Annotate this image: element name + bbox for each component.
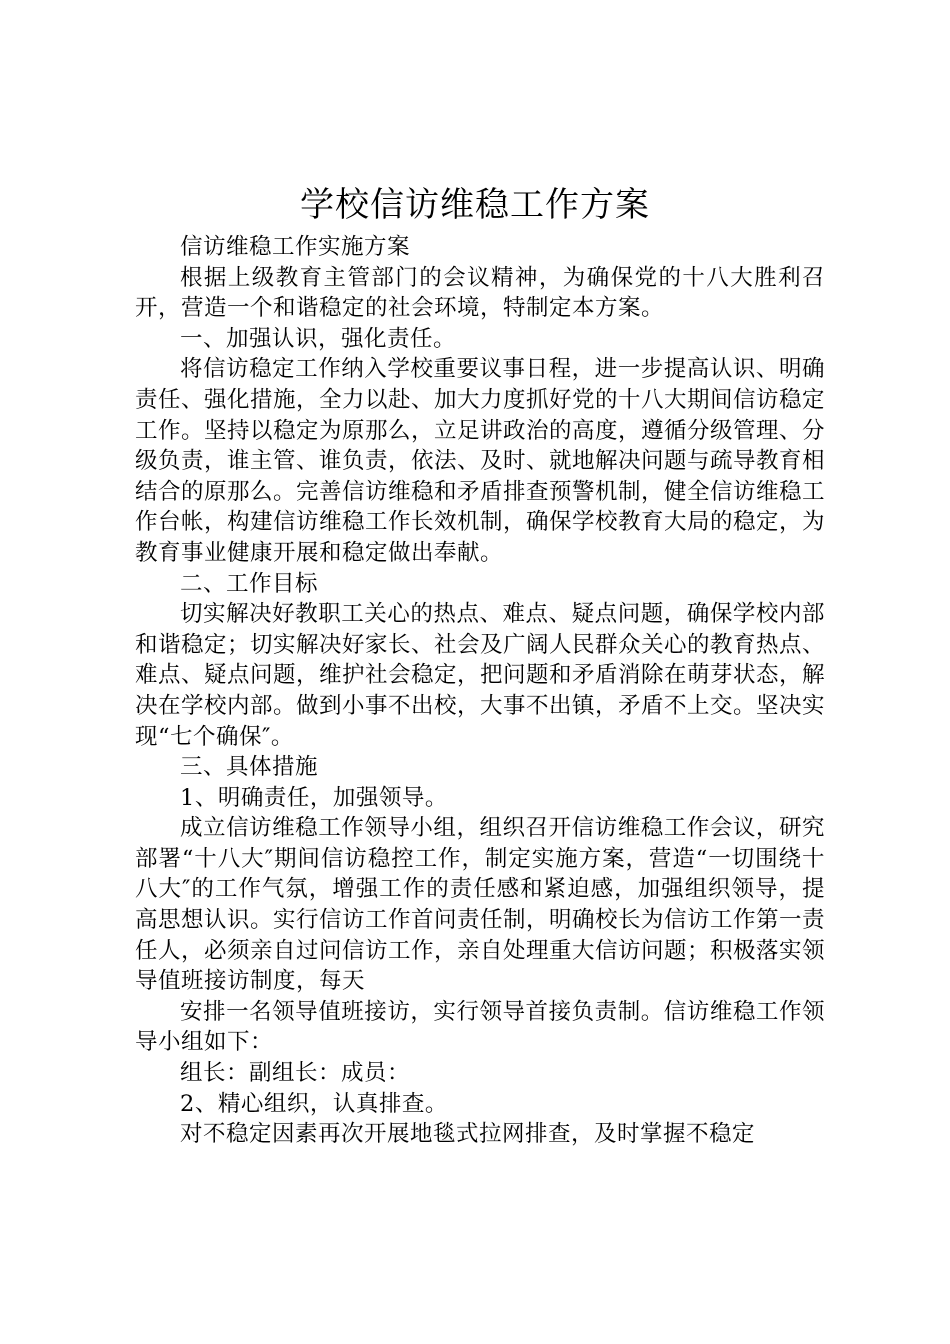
document-body bbox=[135, 232, 825, 1150]
subsection-heading-1: 1、明确责任，加强领导。 bbox=[180, 784, 448, 811]
paragraph-subsection-1: 成立信访维稳工作领导小组，组织召开信访维稳工作会议，研究部署“十八大″期间信访稳控工作，制定实施方案，营造“一切围绕十八大″的工作气氛，增强工作的责任感和紧迫感，加强组织领导，提高思想认识。实行信访工作首问责任制，明确校长为信访工作第一责任人，必须亲自过问信访工作，亲自处理重大信访问题；积极落实领导值班接访制度，每天 bbox=[135, 815, 826, 995]
section-heading-1: 一、加强认识，强化责任。 bbox=[180, 325, 457, 352]
paragraph-section-1: 将信访稳定工作纳入学校重要议事日程，进一步提高认识、明确责任、强化措施，全力以赴、加大力度抓好党的十八大期间信访稳定工作。坚持以稳定为原那么，立足讲政治的高度，遵循分级管理、分级负责，谁主管、谁负责，依法、及时、就地解决问题与疏导教育相结合的原那么。完善信访维稳和矛盾排查预警机制，健全信访维稳工作台帐，构建信访维稳工作长效机制，确保学校教育大局的稳定，为教育事业健康开展和稳定做出奉献。 bbox=[135, 356, 826, 566]
document-title: 学校信访维稳工作方案 bbox=[300, 185, 650, 225]
paragraph-subsection-1-cont: 安排一名领导值班接访，实行领导首接负责制。信访维稳工作领导小组如下： bbox=[135, 998, 825, 1056]
paragraph-subsection-2: 对不稳定因素再次开展地毯式拉网排查，及时掌握不稳定 bbox=[180, 1121, 756, 1148]
section-heading-3: 三、具体措施 bbox=[180, 754, 319, 781]
paragraph-section-2: 切实解决好教职工关心的热点、难点、疑点问题，确保学校内部和谐稳定；切实解决好家长、社会及广阔人民群众关心的教育热点、难点、疑点问题，维护社会稳定，把问题和矛盾消除在萌芽状态，解决在学校内部。做到小事不出校，大事不出镇，矛盾不上交。坚决实现“七个确保″。 bbox=[135, 601, 826, 750]
subsection-heading-2: 2、精心组织，认真排查。 bbox=[180, 1090, 448, 1117]
paragraph-group-members: 组长：副组长：成员： bbox=[180, 1060, 411, 1087]
paragraph-intro: 根据上级教育主管部门的会议精神，为确保党的十八大胜利召开，营造一个和谐稳定的社会环境，特制定本方案。 bbox=[135, 264, 825, 322]
paragraph-subtitle: 信访维稳工作实施方案 bbox=[180, 234, 411, 260]
section-heading-2: 二、工作目标 bbox=[180, 570, 319, 597]
